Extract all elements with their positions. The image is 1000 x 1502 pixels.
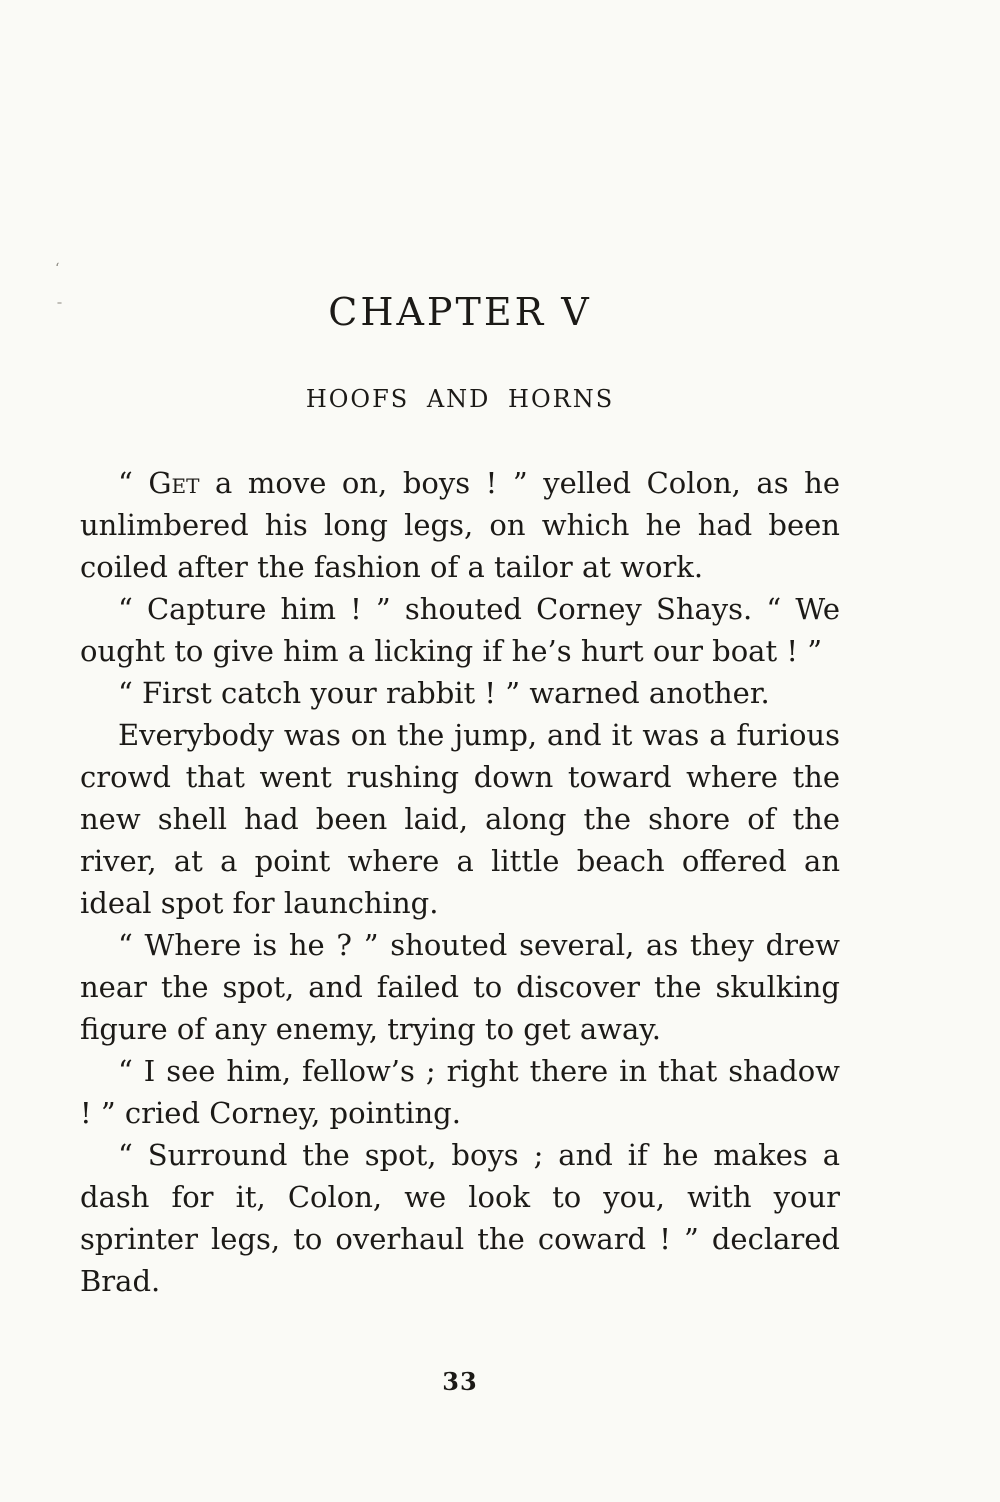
page-number: 33 — [442, 1367, 478, 1396]
paragraph: Everybody was on the jump, and it was a furious crowd that went rushing down toward where the new shell had been laid, along the shore of the river, at a point where a little beach offered an ideal spot for launching. — [80, 718, 840, 920]
paragraph: “ Surround the spot, boys ; and if he makes a dash for it, Colon, we look to you, with your sprinter legs, to overhaul the coward ! ” declared Brad. — [80, 1138, 840, 1298]
paragraph: “ I see him, fellow’s ; right there in that shadow ! ” cried Corney, pointing. — [80, 1054, 840, 1130]
paragraph: “ Where is he ? ” shouted several, as they drew near the spot, and failed to discover the skulking figure of any enemy, trying to get away. — [80, 928, 840, 1046]
body-text — [80, 462, 840, 1302]
scan-artifact: ˉ — [56, 301, 63, 317]
paragraph: “ First catch your rabbit ! ” warned another. — [118, 676, 770, 710]
paragraph: “ Capture him ! ” shouted Corney Shays. “ We ought to give him a licking if he’s hurt our boat ! ” — [80, 592, 840, 668]
smallcaps-lead: “ Get — [118, 466, 200, 500]
paragraph: “ Get a move on, boys ! ” yelled Colon, as he unlimbered his long legs, on which he had been coiled after the fashion of a tailor at work. — [80, 466, 840, 584]
scan-artifact: ‘ — [55, 261, 60, 277]
chapter-title: CHAPTER V — [328, 290, 592, 334]
section-title: HOOFS AND HORNS — [305, 385, 615, 413]
